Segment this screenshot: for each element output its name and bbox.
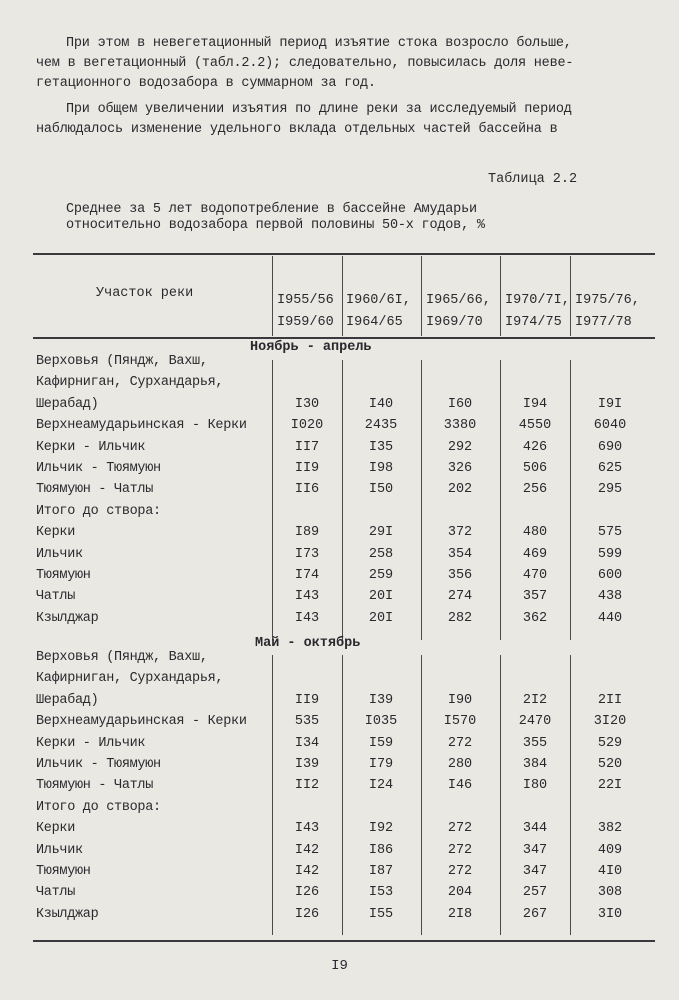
row-label: Верхнеамударьинская - Керки [36,418,247,434]
table-cell: I73 [294,546,320,562]
column-divider [342,360,343,640]
table-cell: I30 [294,396,320,412]
header-divider [342,256,343,336]
header-divider [421,256,422,336]
paragraph-1-line-2: чем в вегетационный (табл.2.2); следовательно, повысилась доля неве- [36,56,574,71]
table-cell: I74 [294,568,320,583]
column-header-period: I964/65 [346,315,403,330]
table-cell: I79 [368,757,394,772]
table-cell: 384 [522,757,548,772]
table-cell: 480 [522,525,548,541]
paragraph-2-line-2: наблюдалось изменение удельного вклада отдельных частей бассейна в [36,122,558,137]
row-label: Тюямуюн [36,568,91,583]
table-cell: 625 [597,461,623,476]
table-cell: 382 [597,821,623,837]
table-cell: 520 [597,757,623,772]
table-cell: 575 [597,525,623,541]
table-cell: 440 [597,610,623,626]
row-label: Кафирниган, Сурхандарья, [36,375,224,391]
header-divider [570,256,571,336]
column-header-period: I955/56 [277,293,334,308]
table-cell: 272 [447,735,473,751]
table-cell: 272 [447,842,473,858]
column-header-period: I977/78 [575,315,632,330]
table-cell: 2I2 [522,692,548,708]
table-cell: 280 [447,757,473,772]
table-cell: 20I [368,589,394,605]
table-cell: 344 [522,821,548,837]
table-cell: II6 [294,482,320,498]
row-label: Тюямуюн [36,864,91,879]
table-cell: I43 [294,610,320,626]
table-cell: 259 [368,568,394,583]
table-label: Таблица 2.2 [488,172,578,187]
table-cell: 4550 [518,418,552,434]
table-cell: 272 [447,864,473,879]
table-cell: II9 [294,692,320,708]
paragraph-1-line-1: При этом в невегетационный период изъятие стока возросло больше, [66,36,572,51]
row-label: Верховья (Пяндж, Вахш, [36,354,208,369]
table-caption-line-1: Среднее за 5 лет водопотребление в бассейне Амударьи [66,202,477,217]
table-cell: 355 [522,735,548,751]
table-cell: 22I [597,778,623,794]
row-label: Верховья (Пяндж, Вахш, [36,650,208,665]
table-cell: 600 [597,568,623,583]
table-cell: 326 [447,461,473,476]
table-cell: 426 [522,439,548,455]
table-cell: I90 [447,692,473,708]
header-divider [272,256,273,336]
table-cell: 599 [597,546,623,562]
table-header-rule [33,337,655,339]
row-label: Керки - Ильчик [36,439,146,455]
row-label: Чатлы [36,589,76,605]
table-cell: I87 [368,864,394,879]
column-divider [500,360,501,640]
table-cell: 357 [522,589,548,605]
table-cell: 529 [597,735,623,751]
table-cell: 295 [597,482,623,498]
table-cell: 6040 [593,418,627,434]
table-cell: I92 [368,821,394,837]
table-cell: 362 [522,610,548,626]
column-header-section: Участок реки [96,286,194,301]
row-label: Чатлы [36,885,76,901]
table-cell: I39 [368,692,394,708]
row-label: Ильчик [36,842,83,858]
row-label: Ильчик [36,546,83,562]
table-cell: 409 [597,842,623,858]
table-cell: I50 [368,482,394,498]
table-cell: I24 [368,778,394,794]
table-cell: I43 [294,821,320,837]
table-cell: II2 [294,778,320,794]
table-cell: 256 [522,482,548,498]
row-label: Шерабад) [36,396,99,412]
table-cell: 272 [447,821,473,837]
table-cell: I80 [522,778,548,794]
table-cell: 2II [597,692,623,708]
table-cell: 274 [447,589,473,605]
table-cell: 258 [368,546,394,562]
column-header-period: I970/7I, [505,293,570,308]
table-cell: I42 [294,864,320,879]
column-header-period: I960/6I, [346,293,411,308]
table-cell: I43 [294,589,320,605]
table-cell: 470 [522,568,548,583]
table-cell: I60 [447,396,473,412]
column-divider [570,655,571,935]
column-divider [421,360,422,640]
table-cell: 257 [522,885,548,901]
row-label: Верхнеамударьинская - Керки [36,714,247,730]
row-label: Кзылджар [36,610,99,626]
column-divider [570,360,571,640]
column-header-period: I959/60 [277,315,334,330]
table-cell: I39 [294,757,320,772]
table-cell: I570 [443,714,477,730]
row-label: Кафирниган, Сурхандарья, [36,671,224,687]
table-cell: 292 [447,439,473,455]
table-cell: 469 [522,546,548,562]
page-number: I9 [331,958,348,974]
paragraph-1-line-3: гетационного водозабора в суммарном за год. [36,76,376,91]
table-bottom-rule [33,940,655,942]
table-cell: 3I0 [597,906,623,922]
column-header-period: I974/75 [505,315,562,330]
table-cell: I59 [368,735,394,751]
table-cell: 2470 [518,714,552,730]
table-cell: I34 [294,735,320,751]
table-cell: I53 [368,885,394,901]
table-caption-line-2: относительно водозабора первой половины 50-х годов, % [66,218,485,233]
table-cell: I42 [294,842,320,858]
column-divider [272,360,273,640]
row-label: Ильчик - Тюямуюн [36,461,161,476]
table-cell: 20I [368,610,394,626]
table-cell: 2435 [364,418,398,434]
table-cell: 354 [447,546,473,562]
table-cell: I020 [290,418,324,434]
column-header-period: I975/76, [575,293,640,308]
table-cell: 3I20 [593,714,627,730]
column-divider [272,655,273,935]
table-cell: I55 [368,906,394,922]
table-cell: 356 [447,568,473,583]
table-cell: I035 [364,714,398,730]
table-cell: I89 [294,525,320,541]
table-cell: I35 [368,439,394,455]
table-cell: I46 [447,778,473,794]
table-cell: I26 [294,885,320,901]
section-title: Ноябрь - апрель [250,340,372,355]
row-label: Керки [36,525,76,541]
table-cell: 282 [447,610,473,626]
table-cell: I86 [368,842,394,858]
table-cell: 347 [522,842,548,858]
table-cell: I98 [368,461,394,476]
row-label: Керки [36,821,76,837]
table-cell: 506 [522,461,548,476]
row-label: Тюямуюн - Чатлы [36,482,154,498]
table-cell: 4I0 [597,864,623,879]
table-cell: 3380 [443,418,477,434]
row-label: Шерабад) [36,692,99,708]
table-cell: 204 [447,885,473,901]
table-cell: 347 [522,864,548,879]
table-cell: 308 [597,885,623,901]
column-divider [342,655,343,935]
table-top-rule [33,253,655,255]
row-label: Кзылджар [36,906,99,922]
row-label: Итого до створа: [36,799,161,815]
column-header-period: I969/70 [426,315,483,330]
table-cell: 267 [522,906,548,922]
table-cell: I40 [368,396,394,412]
row-label: Ильчик - Тюямуюн [36,757,161,772]
header-divider [500,256,501,336]
table-cell: II7 [294,439,320,455]
table-cell: II9 [294,461,320,476]
table-cell: 535 [294,714,320,730]
section-title: Май - октябрь [255,636,361,651]
row-label: Итого до створа: [36,503,161,519]
table-cell: 2I8 [447,906,473,922]
table-cell: 372 [447,525,473,541]
table-cell: 29I [368,525,394,541]
table-cell: I26 [294,906,320,922]
table-cell: 202 [447,482,473,498]
paragraph-2-line-1: При общем увеличении изъятия по длине реки за исследуемый период [66,102,572,117]
table-cell: 438 [597,589,623,605]
column-divider [421,655,422,935]
row-label: Керки - Ильчик [36,735,146,751]
table-cell: I9I [597,396,623,412]
table-cell: I94 [522,396,548,412]
row-label: Тюямуюн - Чатлы [36,778,154,794]
table-cell: 690 [597,439,623,455]
column-divider [500,655,501,935]
column-header-period: I965/66, [426,293,491,308]
